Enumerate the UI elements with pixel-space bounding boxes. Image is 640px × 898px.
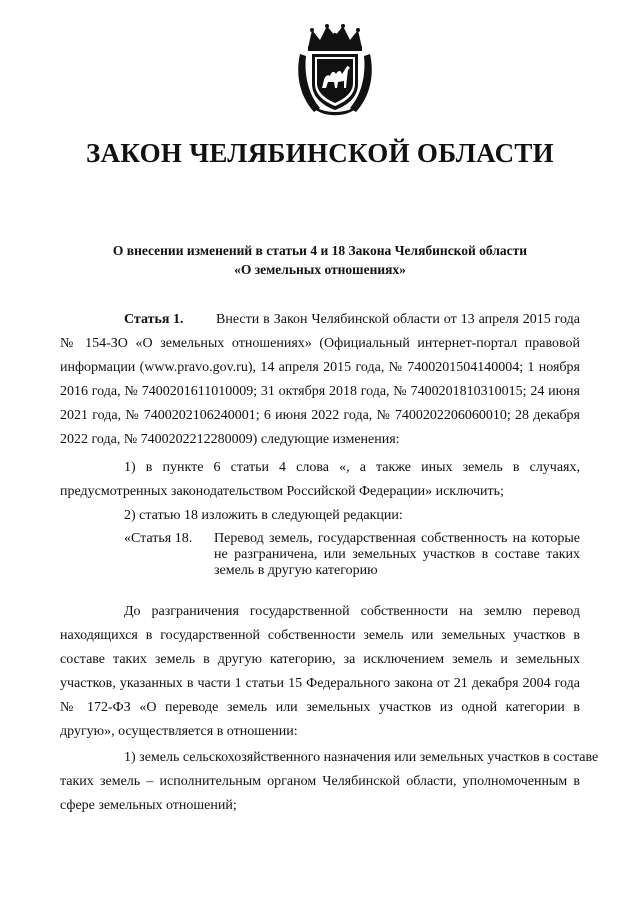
article-heading: Статья 1.: [124, 312, 184, 327]
item-2: 2) статью 18 изложить в следующей редакции:: [124, 508, 403, 523]
article1-last-line: 2022 года, № 7400202212280009) следующие изменения:: [60, 432, 400, 447]
paragraph-line: составе таких земель в другую категорию, за исключением земель и земельных: [60, 652, 580, 667]
coat-of-arms-emblem: [294, 22, 376, 118]
subitem-1-line: 1) земель сельскохозяйственного назначения или земельных участков в составе: [124, 750, 599, 765]
paragraph-line: находящихся в государственной собственности земель или земельных участков в: [60, 628, 580, 643]
law-title: ЗАКОН ЧЕЛЯБИНСКОЙ ОБЛАСТИ: [86, 138, 554, 168]
article1-line: информации (www.pravo.gov.ru), 14 апреля 2015 года, № 7400201504140004; 1 ноября: [60, 360, 580, 375]
subtitle-line: О внесении изменений в статьи 4 и 18 Закона Челябинской области: [112, 243, 528, 258]
paragraph-line: участков, указанных в части 1 статьи 15 Федерального закона от 21 декабря 2004 года: [60, 676, 580, 691]
paragraph-line: До разграничения государственной собственности на землю перевод: [124, 604, 580, 619]
article1-line: 2021 года, № 7400202106240001; 6 июня 2022 года, № 7400202206060010; 28 декабря: [60, 408, 580, 423]
subitem-1-line: таких земель – исполнительным органом Челябинской области, уполномоченным в: [60, 774, 580, 789]
quoted-article-label: «Статья 18.: [124, 531, 193, 546]
article1-first-line: Внести в Закон Челябинской области от 13 апреля 2015 года: [216, 312, 580, 327]
paragraph-line: другую», осуществляется в отношении:: [60, 724, 298, 739]
subtitle-line: «О земельных отношениях»: [234, 262, 406, 277]
item-1-line: предусмотренных законодательством Российской Федерации» исключить;: [60, 484, 504, 499]
article1-line: № 154-ЗО «О земельных отношениях» (Официальный интернет-портал правовой: [60, 336, 580, 351]
law-subtitle: [60, 241, 580, 279]
paragraph-line: № 172-ФЗ «О переводе земель или земельных участков из одной категории в: [60, 700, 580, 715]
subitem-1-line: сфере земельных отношений;: [60, 798, 237, 813]
quoted-article-title: Перевод земель, государственная собственность на которые не разграничена, или земельных участков в составе таких земель в другую категорию: [214, 531, 580, 578]
article1-line: 2016 года, № 7400201611010009; 31 октября 2018 года, № 7400201810310015; 24 июня: [60, 384, 580, 399]
item-1-line: 1) в пункте 6 статьи 4 слова «, а также иных земель в случаях,: [124, 460, 580, 475]
